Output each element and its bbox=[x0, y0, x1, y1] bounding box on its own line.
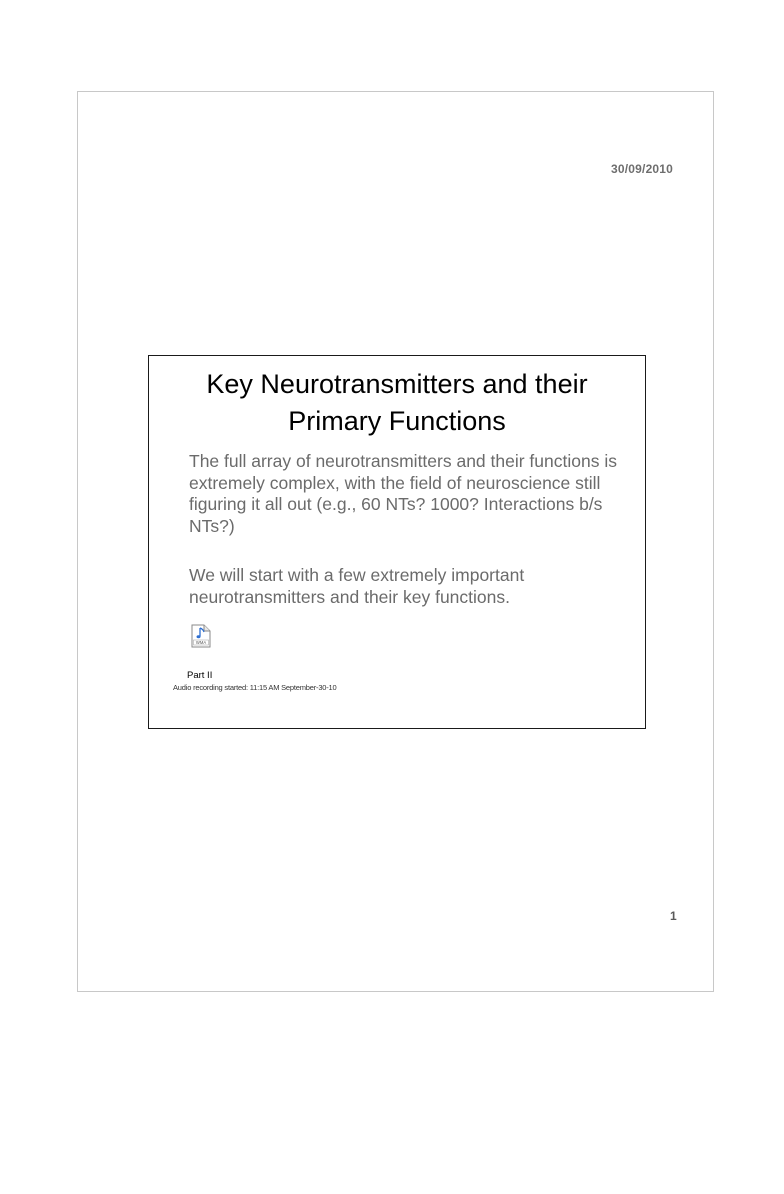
audio-recording-note: Audio recording started: 11:15 AM September-30-10 bbox=[173, 683, 337, 692]
wma-audio-file-icon[interactable] bbox=[191, 624, 211, 648]
print-date: 30/09/2010 bbox=[611, 162, 674, 176]
wma-icon-label: WMA bbox=[195, 640, 207, 646]
slide-title bbox=[149, 366, 645, 440]
slide-title-line-2: Primary Functions bbox=[288, 406, 506, 436]
slide-bullet-1: The full array of neurotransmitters and their functions is extremely complex, with the field of neuroscience still figuring it all out (e.g., 60 NTs? 1000? Interactions b/s NTs?) bbox=[189, 451, 617, 536]
slide-bullet-2: We will start with a few extremely important neurotransmitters and their key functions. bbox=[189, 565, 525, 607]
audio-part-label: Part II bbox=[187, 670, 213, 681]
slide-title-line-1: Key Neurotransmitters and their bbox=[206, 369, 588, 399]
slide-thumbnail bbox=[148, 355, 646, 729]
page-number: 1 bbox=[670, 909, 677, 923]
